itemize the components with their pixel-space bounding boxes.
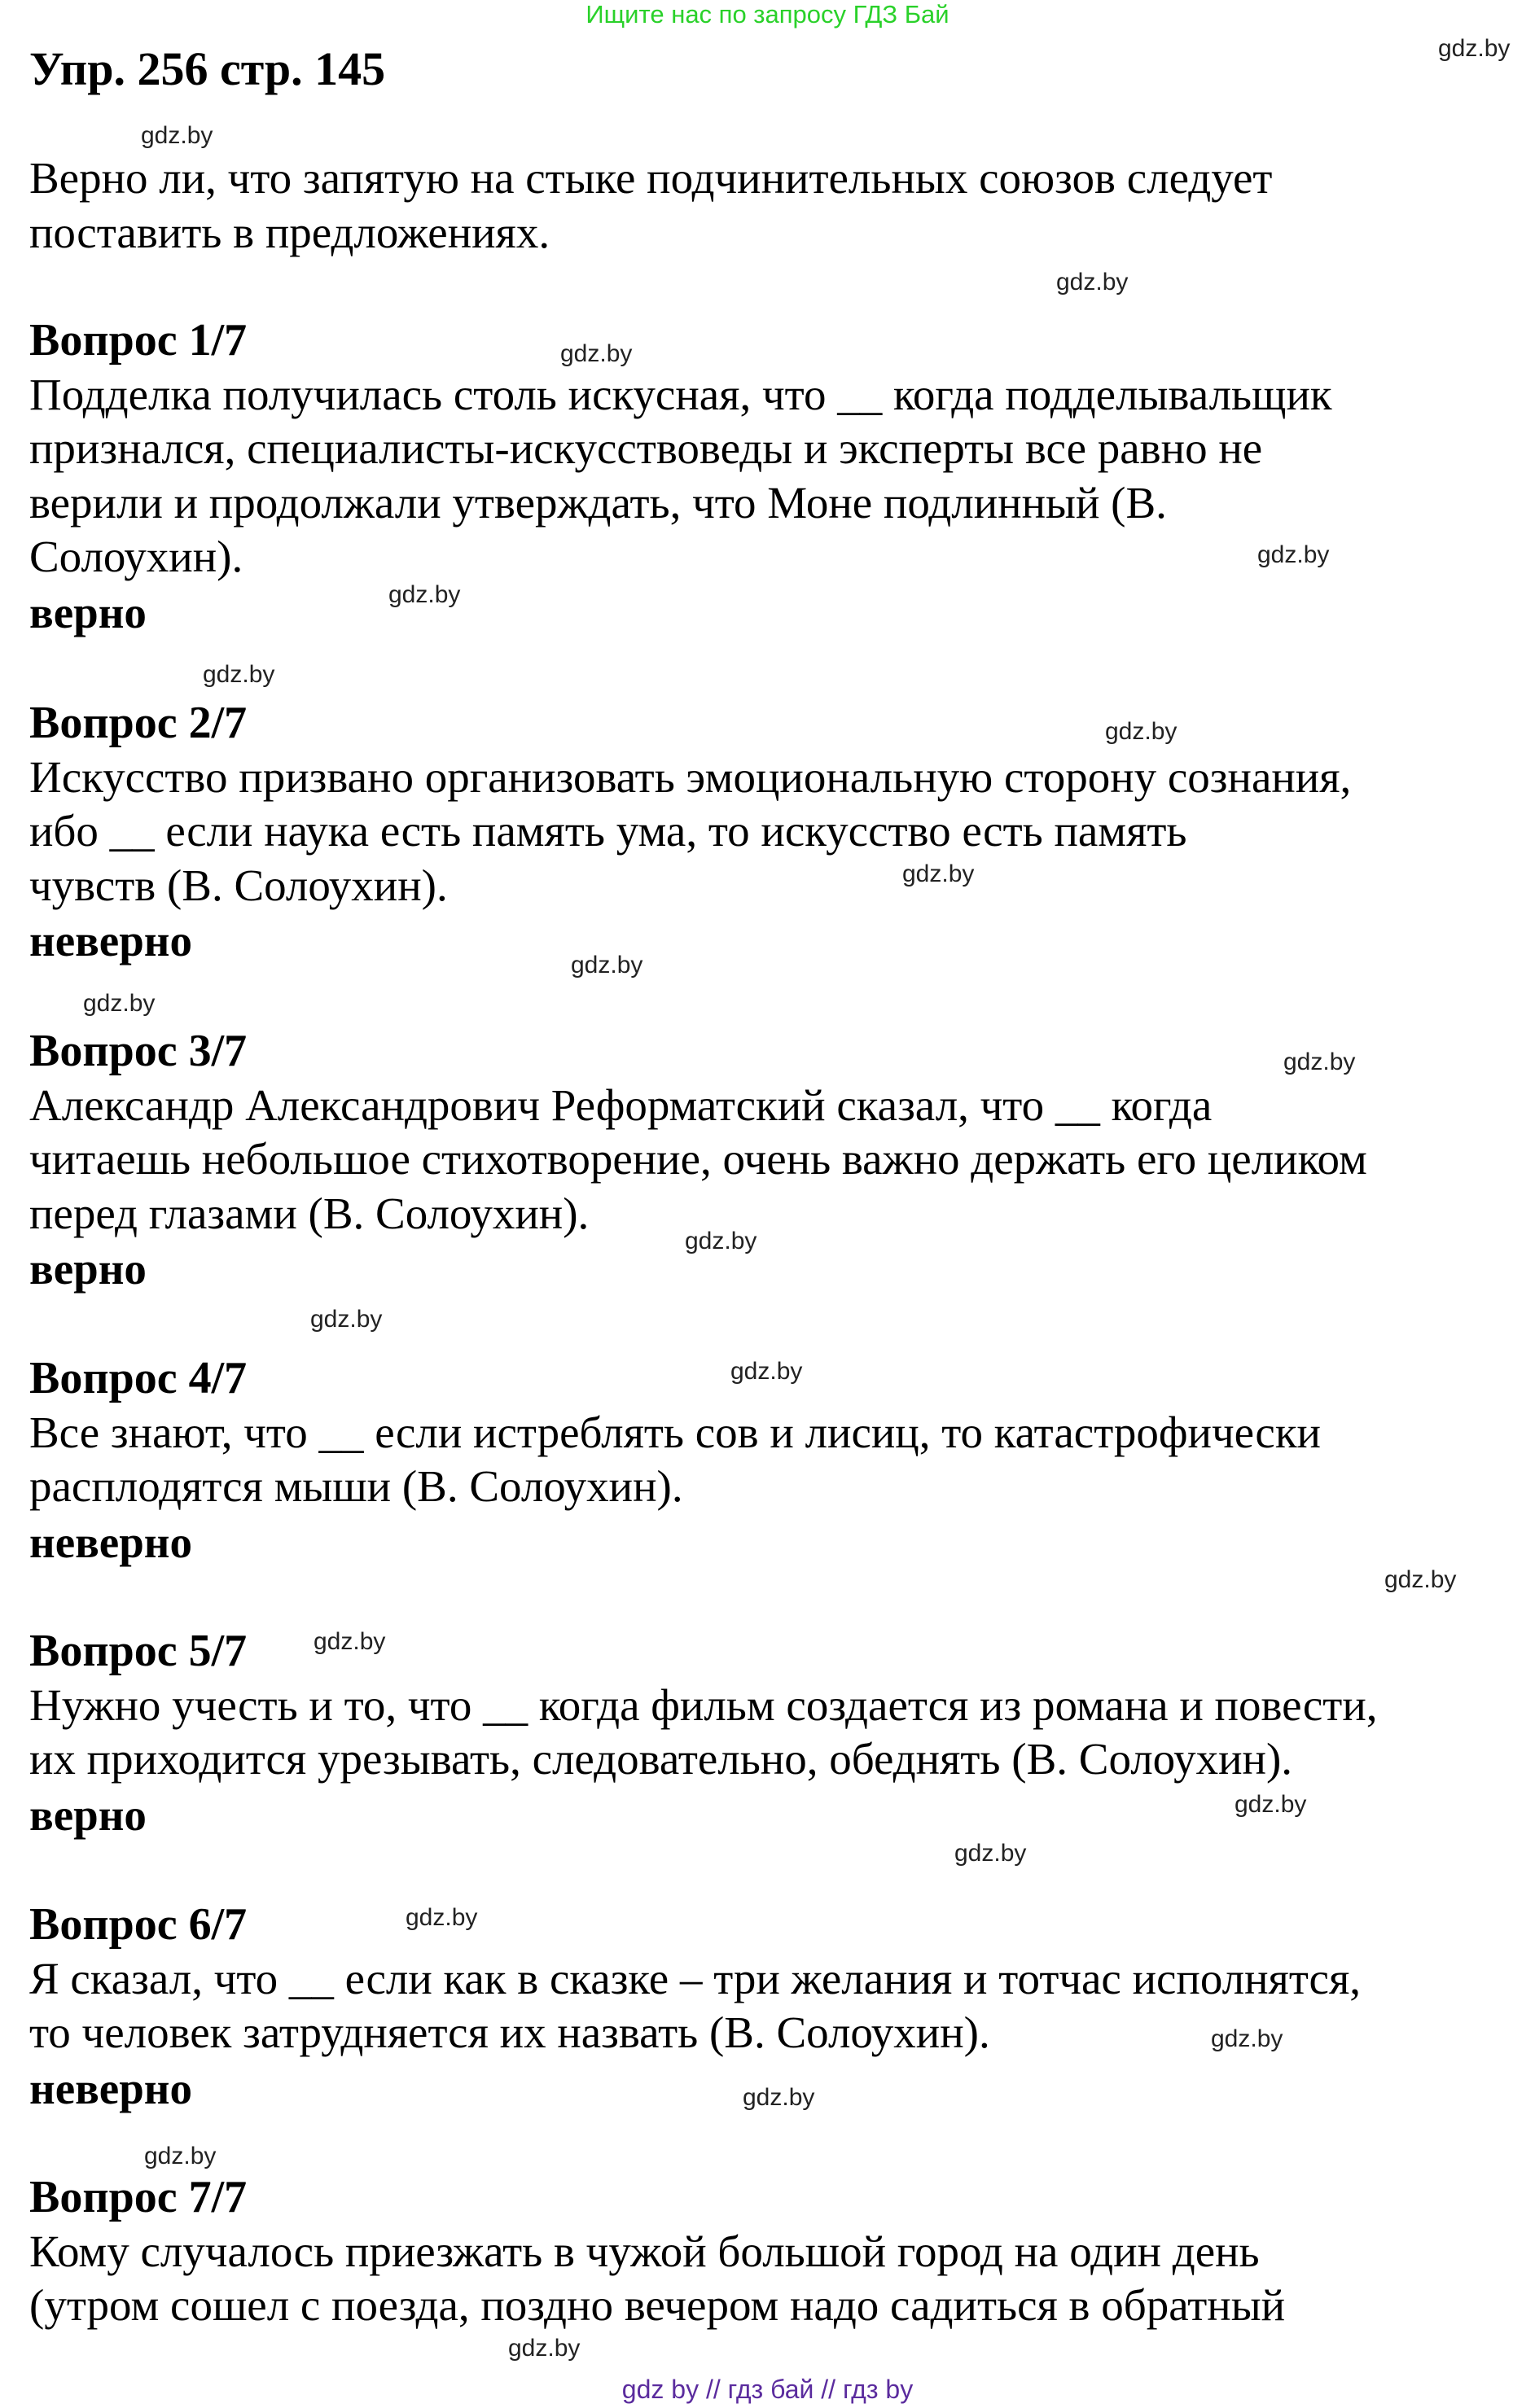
watermark: gdz.by bbox=[141, 122, 213, 149]
question-5 bbox=[29, 1624, 1378, 1843]
question-heading: Вопрос 6/7 bbox=[29, 1899, 248, 1950]
watermark: gdz.by bbox=[83, 990, 156, 1017]
question-text: их приходится урезывать, следовательно, обеднять (В. Солоухин). bbox=[29, 1734, 1293, 1784]
question-text: расплодятся мыши (В. Солоухин). bbox=[29, 1461, 683, 1511]
watermark: gdz.by bbox=[730, 1358, 803, 1385]
question-1 bbox=[29, 313, 1332, 641]
watermark: gdz.by bbox=[388, 581, 461, 608]
answer: верно bbox=[29, 587, 147, 637]
question-text: чувств (В. Солоухин). bbox=[29, 860, 448, 910]
question-heading: Вопрос 2/7 bbox=[29, 698, 248, 748]
watermark: gdz.by bbox=[560, 340, 633, 367]
watermark: gdz.by bbox=[954, 1840, 1027, 1867]
watermark: gdz.by bbox=[1211, 2025, 1283, 2052]
answer: верно bbox=[29, 1244, 147, 1294]
intro bbox=[29, 151, 1272, 260]
question-text: Солоухин). bbox=[29, 532, 243, 581]
question-4 bbox=[29, 1351, 1321, 1570]
watermark: gdz.by bbox=[571, 952, 643, 979]
question-text: то человек затрудняется их назвать (В. Солоухин). bbox=[29, 2007, 990, 2057]
question-text: Подделка получилась столь искусная, что __ когда подделывальщик bbox=[29, 369, 1332, 419]
intro-line: поставить в предложениях. bbox=[29, 207, 550, 257]
question-6 bbox=[29, 1898, 1361, 2117]
answer: неверно bbox=[29, 2063, 192, 2113]
question-heading: Вопрос 5/7 bbox=[29, 1626, 248, 1676]
watermark: gdz.by bbox=[1257, 541, 1330, 568]
watermark: gdz.by bbox=[1056, 269, 1129, 296]
question-text: Я сказал, что __ если как в сказке – три желания и тотчас исполнятся, bbox=[29, 1953, 1361, 2003]
question-text: Александр Александрович Реформатский сказал, что __ когда bbox=[29, 1079, 1213, 1130]
watermark: gdz.by bbox=[902, 860, 975, 887]
answer: верно bbox=[29, 1789, 147, 1840]
watermark: gdz.by bbox=[1235, 1791, 1307, 1818]
question-3 bbox=[29, 1024, 1367, 1297]
watermark: gdz.by bbox=[508, 2335, 581, 2362]
watermark: gdz.by bbox=[310, 1306, 383, 1333]
question-text: верили и продолжали утверждать, что Моне подлинный (В. bbox=[29, 477, 1167, 528]
question-text: (утром сошел с поезда, поздно вечером надо садиться в обратный bbox=[29, 2280, 1286, 2330]
answer: неверно bbox=[29, 916, 192, 965]
watermark: gdz.by bbox=[144, 2143, 217, 2169]
question-heading: Вопрос 4/7 bbox=[29, 1353, 248, 1403]
watermark: gdz.by bbox=[1438, 35, 1511, 62]
watermark: gdz.by bbox=[685, 1228, 757, 1254]
question-text: перед глазами (В. Солоухин). bbox=[29, 1188, 590, 1238]
watermark: gdz.by bbox=[743, 2084, 815, 2111]
question-text: Нужно учесть и то, что __ когда фильм создается из романа и повести, bbox=[29, 1679, 1378, 1730]
question-heading: Вопрос 3/7 bbox=[29, 1026, 248, 1076]
watermark: gdz.by bbox=[406, 1904, 478, 1931]
watermark: gdz.by bbox=[1283, 1049, 1356, 1075]
question-text: ибо __ если наука есть память ума, то искусство есть память bbox=[29, 806, 1187, 856]
page-title: Упр. 256 стр. 145 bbox=[29, 42, 386, 95]
watermark: gdz.by bbox=[1384, 1566, 1457, 1593]
question-7 bbox=[29, 2170, 1285, 2333]
question-text: Все знают, что __ если истреблять сов и лисиц, то катастрофически bbox=[29, 1407, 1321, 1457]
footer-links[interactable]: gdz by // гдз бай // гдз by bbox=[621, 2375, 914, 2404]
intro-line: Верно ли, что запятую на стыке подчинительных союзов следует bbox=[29, 153, 1273, 203]
question-text: признался, специалисты-искусствоведы и эксперты все равно не bbox=[29, 423, 1263, 473]
question-text: читаешь небольшое стихотворение, очень важно держать его целиком bbox=[29, 1134, 1367, 1184]
question-heading: Вопрос 1/7 bbox=[29, 315, 248, 366]
question-text: Искусство призвано организовать эмоциональную сторону сознания, bbox=[29, 751, 1352, 802]
watermark: gdz.by bbox=[1105, 718, 1178, 745]
watermark: gdz.by bbox=[314, 1628, 386, 1655]
search-banner[interactable]: Ищите нас по запросу ГДЗ Бай bbox=[585, 0, 950, 28]
question-heading: Вопрос 7/7 bbox=[29, 2172, 248, 2222]
watermark: gdz.by bbox=[203, 661, 275, 688]
question-text: Кому случалось приезжать в чужой большой город на один день bbox=[29, 2226, 1260, 2276]
answer: неверно bbox=[29, 1517, 192, 1567]
